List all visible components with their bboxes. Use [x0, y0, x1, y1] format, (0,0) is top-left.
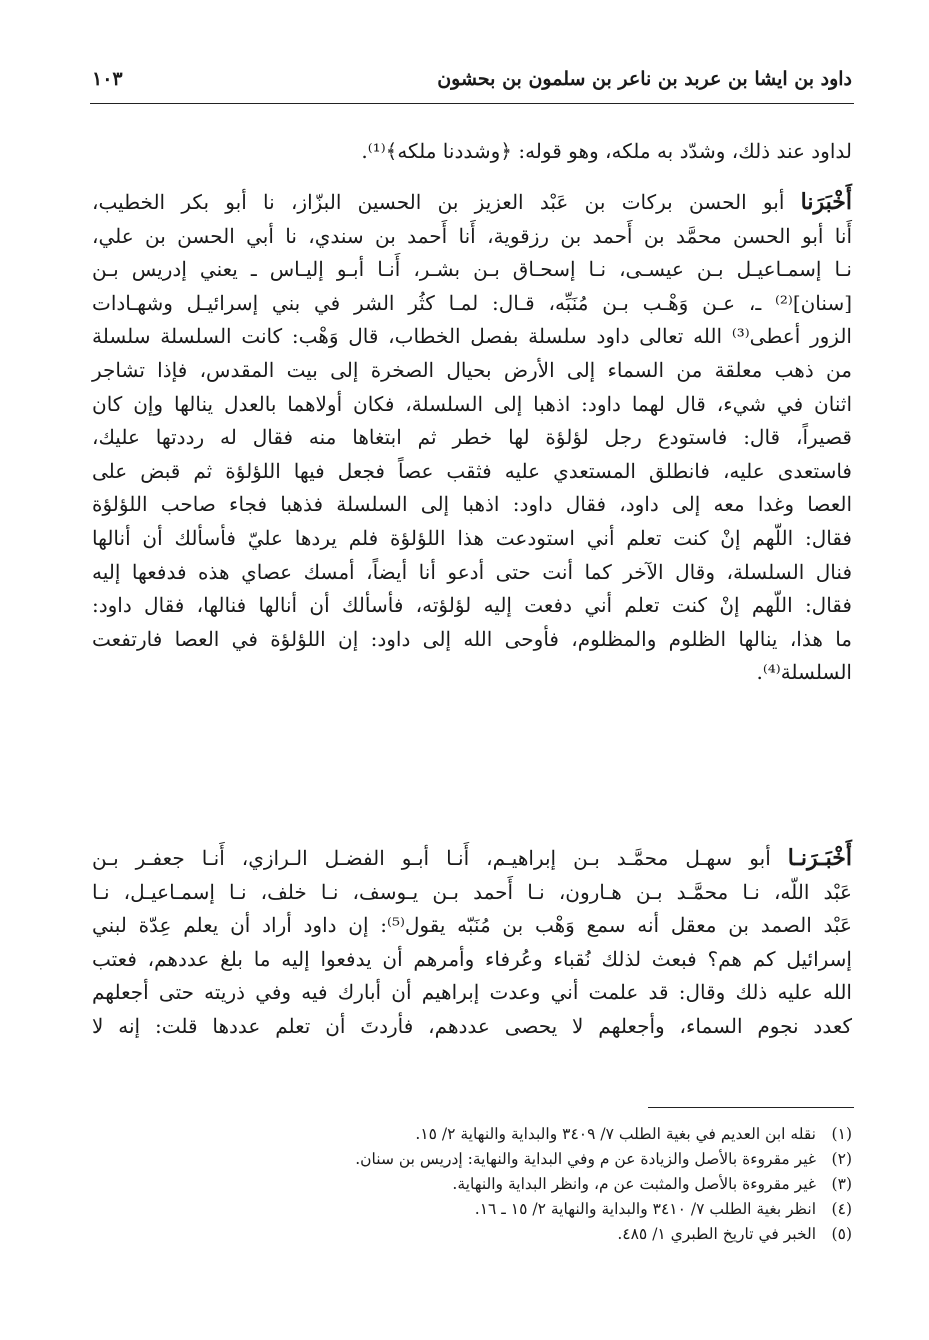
text-line: اثنان في شيء، قال لهما داود: اذهبا إلى السلسلة، فكان أولاهما بالعدل ينالها وإن كان — [92, 391, 852, 416]
text-line: من ذهب معلقة من السماء إلى الأرض بحيال الصخرة إلى بيت المقدس، فإذا تشاجر — [92, 357, 852, 382]
footnote — [92, 1122, 852, 1147]
text-line: عَبْد اللّه، نـا محمَّـد بـن هـارون، نـا أَحمد بـن يـوسف، نـا خلف، نـا إسمـاعيـل، نـا — [92, 879, 852, 904]
text-line: الزور أعطى⁽³⁾ الله تعالى داود سلسلة بفصل الخطاب، قال وَهْب: كانت السلسلة سلسلة — [92, 324, 852, 349]
text-line: السلسلة⁽⁴⁾. — [756, 660, 852, 685]
footnotes — [92, 1122, 852, 1247]
text-line: عَبْد الصمد بن معقل أنه سمع وَهْب بن مُنَبّه يقول⁽⁵⁾: إن داود أراد أن يعلم عِدّة لبني — [92, 913, 852, 938]
text-line: فاستعدى عليه، فانطلق المستعدي عليه فثقب عصاً فجعل فيها اللؤلؤة ثم قبض على — [92, 458, 852, 483]
text-line: فقال: اللّهم إنْ كنت تعلم أني استودعت هذا اللؤلؤة فلم يردها عليّ فأسألك أن أنالها — [92, 525, 852, 550]
footnote-number: (٤) — [831, 1200, 852, 1218]
text-line — [92, 842, 852, 876]
text-line: نـا إسمـاعيـل بـن عيسـى، نـا إسحـاق بـن بشـر، أَنـا أبـو إليـاس ـ يعني إدريس بـن — [92, 257, 852, 282]
footnote-text: غير مقروءة بالأصل والمثبت عن م، وانظر البداية والنهاية. — [452, 1175, 816, 1193]
footnote — [92, 1172, 852, 1197]
page-number: ١٠٣ — [92, 68, 123, 90]
akhbarana-keyword: أَخْبَرَنا — [800, 189, 852, 215]
footnote-text: نقله ابن العديم في بغية الطلب ٧/ ٣٤٠٩ والبداية والنهاية ٢/ ١٥. — [415, 1125, 816, 1143]
text-line: ما هذا، ينالها الظلوم والمظلوم، فأوحى الله إلى داود: إن اللؤلؤة في العصا فارتفعت — [92, 626, 853, 651]
text-line: فنال السلسلة، وقال الآخر كما أنت حتى أدعو أنا أيضاً، أمسك عصاي هذه فدفعها إليه — [92, 559, 853, 584]
text-line — [92, 186, 852, 220]
footnote-number: (٢) — [831, 1150, 852, 1168]
text-line: إسرائيل كم هم؟ فبعث لذلك نُقباء وعُرفاء وأمرهم أن يدفعوا إليه ما بلغ عددهم، فعتب — [92, 946, 852, 971]
footnote — [92, 1147, 852, 1172]
paragraph-1 — [92, 135, 852, 169]
text-line-rest: أبو سهـل محمَّـد بـن إبراهيـم، أَنـا أبـو الفضـل الـرازي، أَنـا جعفـر بـن — [92, 846, 771, 870]
text-line: لداود عند ذلك، وشدّد به ملكه، وهو قوله: ﴿وشددنا ملكه﴾⁽¹⁾. — [361, 139, 852, 163]
text-line: الله عليه ذلك وقال: قد علمت أني وعدت إبراهيم أن أبارك فيه وفي ذريته حتى أجعلهم — [92, 980, 852, 1005]
text-line: أَنا أبو الحسن محمَّد بن أَحمد بن رزقوية، أَنا أَحمد بن سندي، نا أبي الحسن بن علي، — [92, 223, 852, 248]
text-line: كعدد نجوم السماء، وأجعلهم لا يحصى عددهم، فأردتَ أن تعلم عددها قلت: إنه لا — [92, 1013, 852, 1038]
text-line-rest: أبو الحسن بركات بن عَبْد العزيز بن الحسين البزّاز، نا أبو بكر الخطيب، — [92, 190, 785, 214]
header-divider — [90, 103, 854, 104]
paragraph-3 — [92, 842, 852, 1044]
footnote-text: غير مقروءة بالأصل والزيادة عن م وفي البداية والنهاية: إدريس بن سنان. — [355, 1150, 816, 1168]
footnote-number: (٣) — [831, 1175, 852, 1193]
page-header — [92, 68, 852, 98]
footnote-divider — [648, 1107, 854, 1108]
footnote — [92, 1222, 852, 1247]
akhbarana-keyword: أَخْبَـرَنـا — [787, 845, 852, 871]
footnote-text: الخبر في تاريخ الطبري ١/ ٤٨٥. — [617, 1225, 816, 1243]
paragraph-2 — [92, 186, 852, 690]
text-line: قصيراً، قال: فاستودع رجل لؤلؤة لها خطر ثم ابتغاها منه فقال له رددتها عليك، — [92, 425, 852, 450]
footnote-number: (٥) — [831, 1225, 852, 1243]
footnote-number: (١) — [831, 1125, 852, 1143]
text-line: [سنان]⁽²⁾ ـ، عـن وَهْـب بـن مُنَبِّه، قـال: لمـا كثُر الشر في بني إسرائيـل وشهـادات — [92, 290, 852, 315]
text-line: فقال: اللّهم إنْ كنت تعلم أني دفعت إليه لؤلؤته، فأسألك أن أنالها فنالها، فقال داود: — [92, 593, 852, 618]
text-line: العصا وغدا معه إلى داود، فقال داود: اذهبا إلى السلسلة فذهبا فجاء صاحب اللؤلؤة — [92, 492, 852, 517]
running-title: داود بن ايشا بن عربد بن ناعر بن سلمون بن بحشون — [437, 68, 852, 90]
footnote-text: انظر بغية الطلب ٧/ ٣٤١٠ والبداية والنهاية ٢/ ١٥ ـ ١٦. — [474, 1200, 816, 1218]
footnote — [92, 1197, 852, 1222]
